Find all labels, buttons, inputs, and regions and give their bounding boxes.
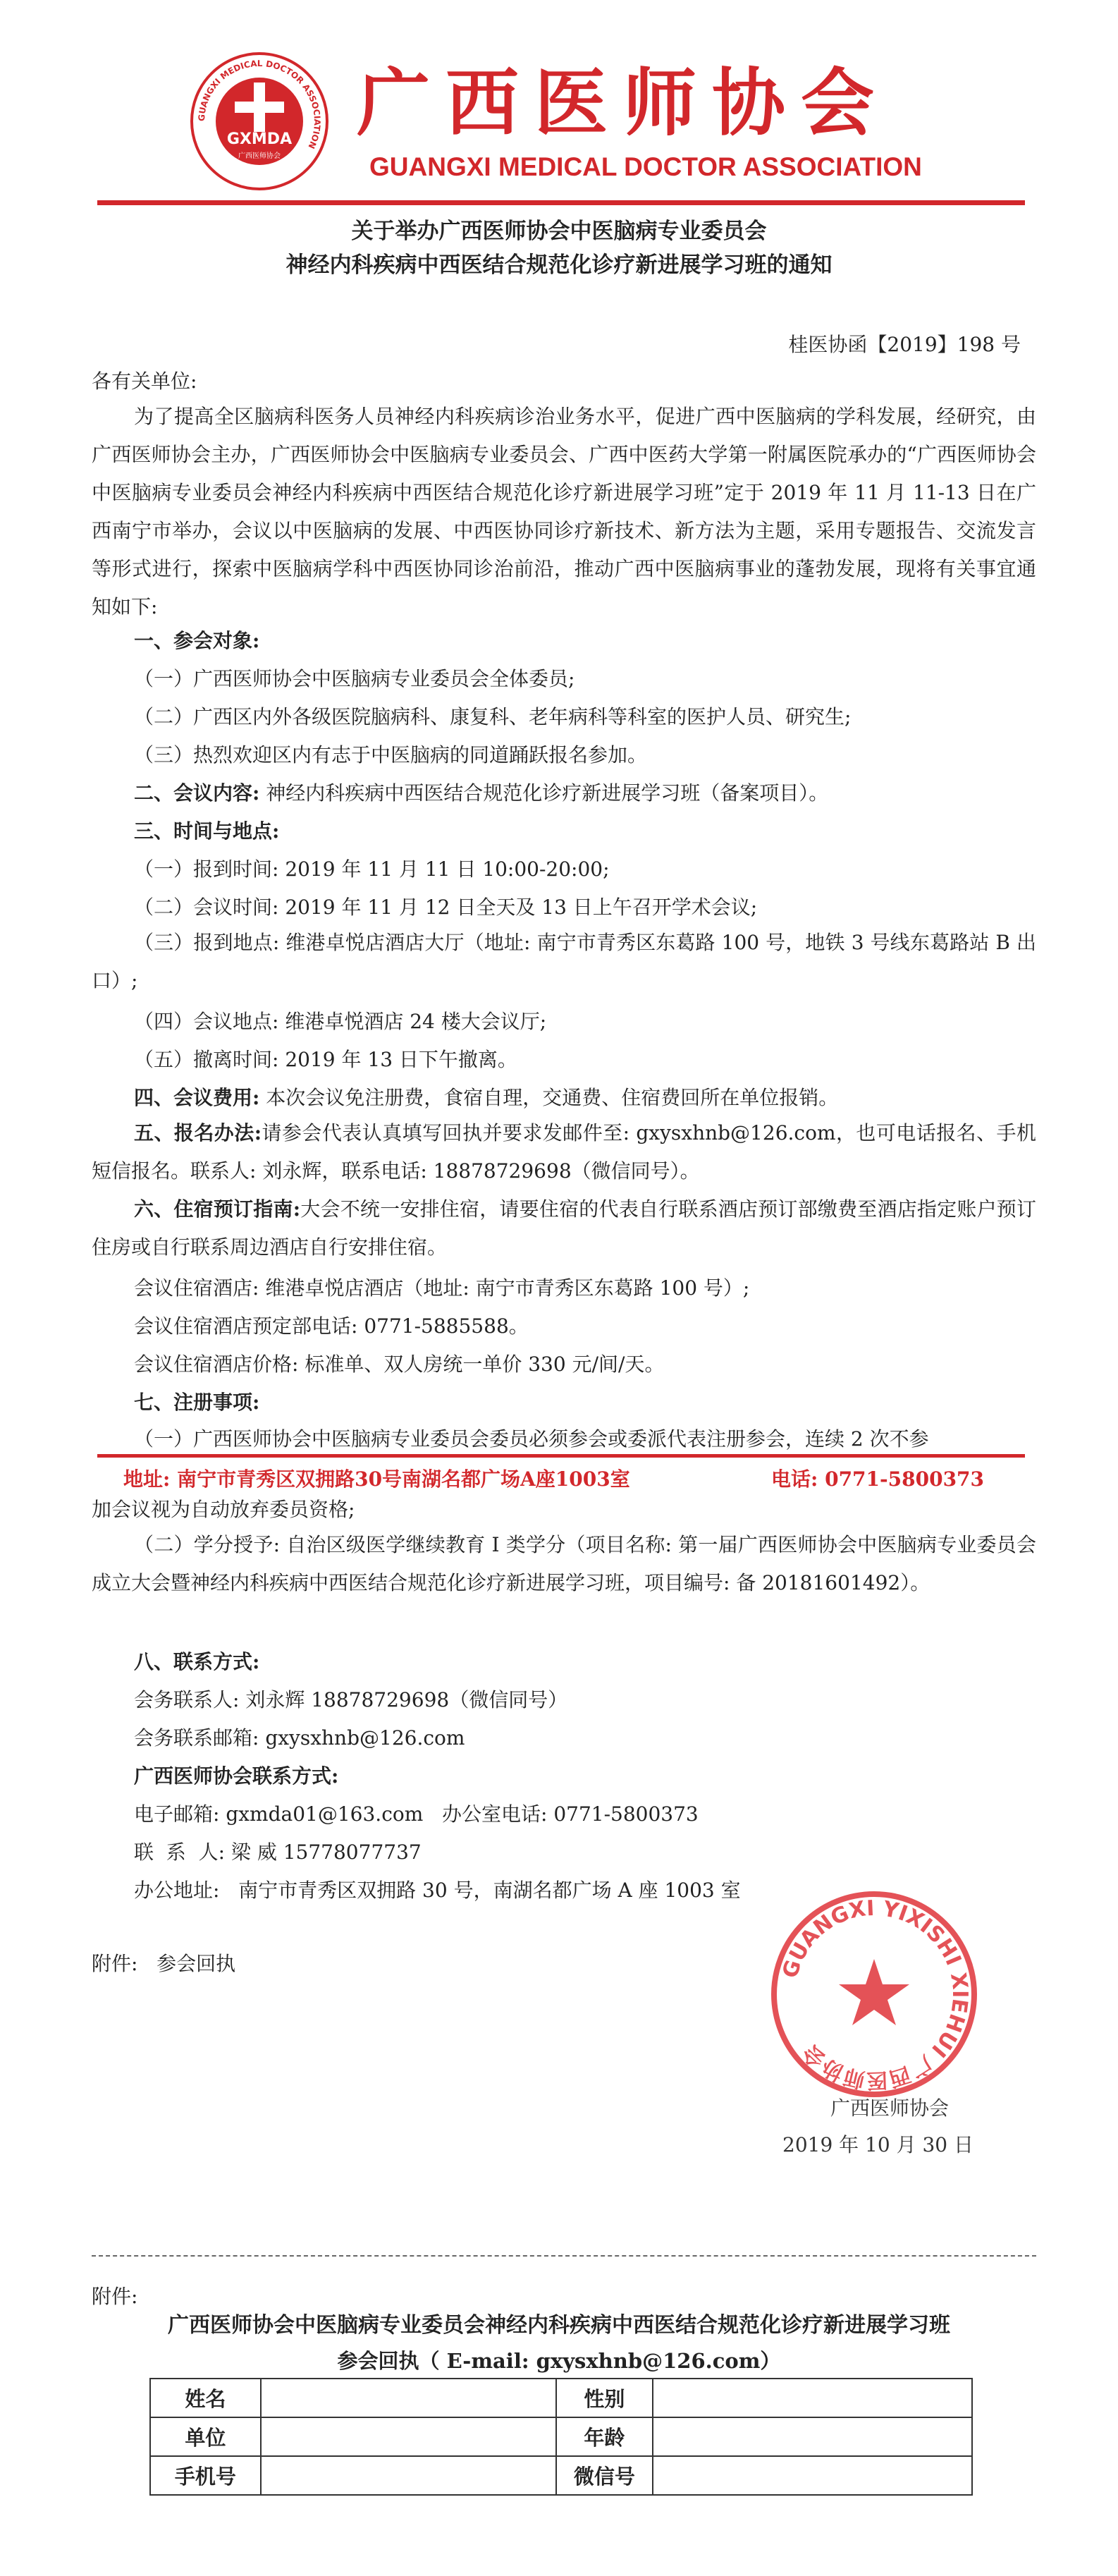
name-field[interactable]	[261, 2379, 556, 2417]
signature-org: 广西医师协会	[830, 2096, 950, 2120]
table-label: 年龄	[556, 2417, 653, 2456]
section7-item1-cont: 加会议视为自动放弃委员资格;	[92, 1498, 355, 1521]
section1-title: 一、参会对象:	[134, 629, 260, 652]
section4-text: 本次会议免注册费，食宿自理，交通费、住宿费回所在单位报销。	[266, 1086, 839, 1109]
section5	[92, 1114, 1036, 1190]
section3-item: （三）报到地点: 维港卓悦店酒店大厅（地址: 南宁市青秀区东葛路 100 号，地铁 3 号线东葛路站 B 出口）;	[92, 931, 1036, 992]
section5-title: 五、报名办法:	[134, 1121, 262, 1144]
section6-line: 会议住宿酒店价格: 标准单、双人房统一单价 330 元/间/天。	[134, 1353, 665, 1376]
section2	[134, 781, 828, 805]
section8-title: 八、联系方式:	[134, 1650, 260, 1673]
section3-item: （二）会议时间: 2019 年 11 月 12 日全天及 13 日上午召开学术会议;	[134, 896, 758, 919]
official-seal	[768, 1888, 980, 2100]
registration-form-table	[149, 2378, 973, 2496]
table-label: 姓名	[150, 2379, 261, 2417]
section7-item1: （一）广西医师协会中医脑病专业委员会委员必须参会或委派代表注册参会，连续 2 次不参	[134, 1427, 929, 1451]
section6-title: 六、住宿预订指南:	[134, 1197, 301, 1221]
section7-item2: （二）学分授予: 自治区级医学继续教育 I 类学分（项目名称: 第一届广西医师协会中医脑病专业委员会成立大会暨神经内科疾病中西医结合规范化诊疗新进展学习班，项目编号: 备 20181601492）。	[92, 1533, 1036, 1594]
section7-title: 七、注册事项:	[134, 1391, 260, 1414]
intro-paragraph: 为了提高全区脑病科医务人员神经内科疾病诊治业务水平，促进广西中医脑病的学科发展，经研究，由广西医师协会主办，广西医师协会中医脑病专业委员会、广西中医药大学第一附属医院承办的“广西医师协会中医脑病专业委员会神经内科疾病中西医结合规范化诊疗新进展学习班”定于 2019 年 11 月 11-13 日在广西南宁市举办，会议以中医脑病的发展、中西医协同诊疗新技术、新方法为主题，采用专题报告、交流发言等形式进行，探索中医脑病学科中西医协同诊治前沿，推动广西中医脑病事业的蓬勃发展，现将有关事宜通知如下:	[92, 405, 1036, 618]
svg-text:广西医师协会: 广西医师协会	[238, 152, 281, 160]
section3-item: （四）会议地点: 维港卓悦酒店 24 楼大会议厅;	[134, 1010, 547, 1033]
table-label: 单位	[150, 2417, 261, 2456]
table-row	[150, 2379, 972, 2417]
attachment-note: 附件: 参会回执	[92, 1952, 236, 1975]
form-label: 附件:	[92, 2285, 138, 2308]
section3-item: （五）撤离时间: 2019 年 13 日下午撤离。	[134, 1048, 517, 1071]
wechat-field[interactable]	[653, 2456, 972, 2495]
doc-ref-no: 桂医协函【2019】198 号	[788, 333, 1021, 356]
doc-title-line1: 关于举办广西医师协会中医脑病专业委员会	[351, 219, 767, 244]
assoc-contact-line: 办公地址: 南宁市青秀区双拥路 30 号，南湖名都广场 A 座 1003 室	[134, 1879, 741, 1902]
seal-star-icon	[768, 1888, 980, 2100]
section4	[134, 1086, 838, 1110]
form-subtitle: 参会回执（ E-mail: gxysxhnb@126.com）	[337, 2349, 781, 2373]
section5-text: 请参会代表认真填写回执并要求发邮件至: gxysxhnb@126.com，也可电话报名、手机短信报名。联系人: 刘永辉，联系电话: 18878729698（微信同号）。	[92, 1121, 1036, 1183]
section1-item: （一）广西医师协会中医脑病专业委员会全体委员;	[134, 667, 575, 690]
table-row	[150, 2456, 972, 2495]
section2-text: 神经内科疾病中西医结合规范化诊疗新进展学习班（备案项目）。	[266, 781, 829, 805]
signature-date: 2019 年 10 月 30 日	[782, 2133, 974, 2156]
svg-text:GXMDA: GXMDA	[226, 130, 293, 148]
org-title-cn: 广西医师协会	[357, 59, 890, 146]
section8-line: 会务联系人: 刘永辉 18878729698（微信同号）	[134, 1688, 568, 1711]
section1-item: （二）广西区内外各级医院脑病科、康复科、老年病科等科室的医护人员、研究生;	[134, 705, 852, 728]
gender-field[interactable]	[653, 2379, 972, 2417]
section3-item: （一）报到时间: 2019 年 11 月 11 日 10:00-20:00;	[134, 857, 610, 881]
age-field[interactable]	[653, 2417, 972, 2456]
doc-title-line2: 神经内科疾病中西医结合规范化诊疗新进展学习班的通知	[285, 252, 833, 278]
section3-title: 三、时间与地点:	[134, 819, 280, 843]
salutation: 各有关单位:	[92, 370, 197, 393]
logo	[189, 51, 330, 192]
section6	[92, 1190, 1036, 1266]
phone-field[interactable]	[261, 2456, 556, 2495]
section6-line: 会议住宿酒店: 维港卓悦店酒店（地址: 南宁市青秀区东葛路 100 号）;	[134, 1276, 750, 1300]
form-title: 广西医师协会中医脑病专业委员会神经内科疾病中西医结合规范化诊疗新进展学习班	[168, 2313, 950, 2338]
unit-field[interactable]	[261, 2417, 556, 2456]
section8-line: 会务联系邮箱: gxysxhnb@126.com	[134, 1726, 465, 1750]
table-label: 性别	[556, 2379, 653, 2417]
table-label: 手机号	[150, 2456, 261, 2495]
footer-band-address: 地址: 南宁市青秀区双拥路30号南湖名都广场A座1003室	[123, 1467, 630, 1491]
assoc-contact-line: 电子邮箱: gxmda01@163.com 办公室电话: 0771-5800373	[134, 1802, 699, 1826]
svg-text:GUANGXI YIXISHI XIEHUI 广西医师协会: GUANGXI YIXISHI XIEHUI 广西医师协会	[778, 1896, 973, 2093]
section4-title: 四、会议费用:	[134, 1086, 260, 1109]
assoc-contact-line: 联 系 人: 梁 威 15778077737	[134, 1841, 422, 1864]
table-row	[150, 2417, 972, 2456]
logo-emblem-icon	[189, 51, 330, 192]
footer-band-phone: 电话: 0771-5800373	[771, 1467, 985, 1491]
table-label: 微信号	[556, 2456, 653, 2495]
dashed-separator	[92, 2255, 1036, 2257]
section1-item: （三）热烈欢迎区内有志于中医脑病的同道踊跃报名参加。	[134, 743, 648, 767]
section6-line: 会议住宿酒店预定部电话: 0771-5885588。	[134, 1314, 529, 1338]
org-title-en: GUANGXI MEDICAL DOCTOR ASSOCIATION	[369, 152, 922, 181]
svg-text:GUANGXI MEDICAL DOCTOR ASSOCIA: GUANGXI MEDICAL DOCTOR ASSOCIATION	[196, 58, 323, 150]
section2-title: 二、会议内容:	[134, 781, 260, 805]
band-divider	[97, 1454, 1025, 1458]
assoc-contact-title: 广西医师协会联系方式:	[134, 1764, 339, 1788]
section6-text: 大会不统一安排住宿，请要住宿的代表自行联系酒店预订部缴费至酒店指定账户预订住房或自行联系周边酒店自行安排住宿。	[92, 1197, 1036, 1259]
header-divider	[97, 200, 1025, 205]
